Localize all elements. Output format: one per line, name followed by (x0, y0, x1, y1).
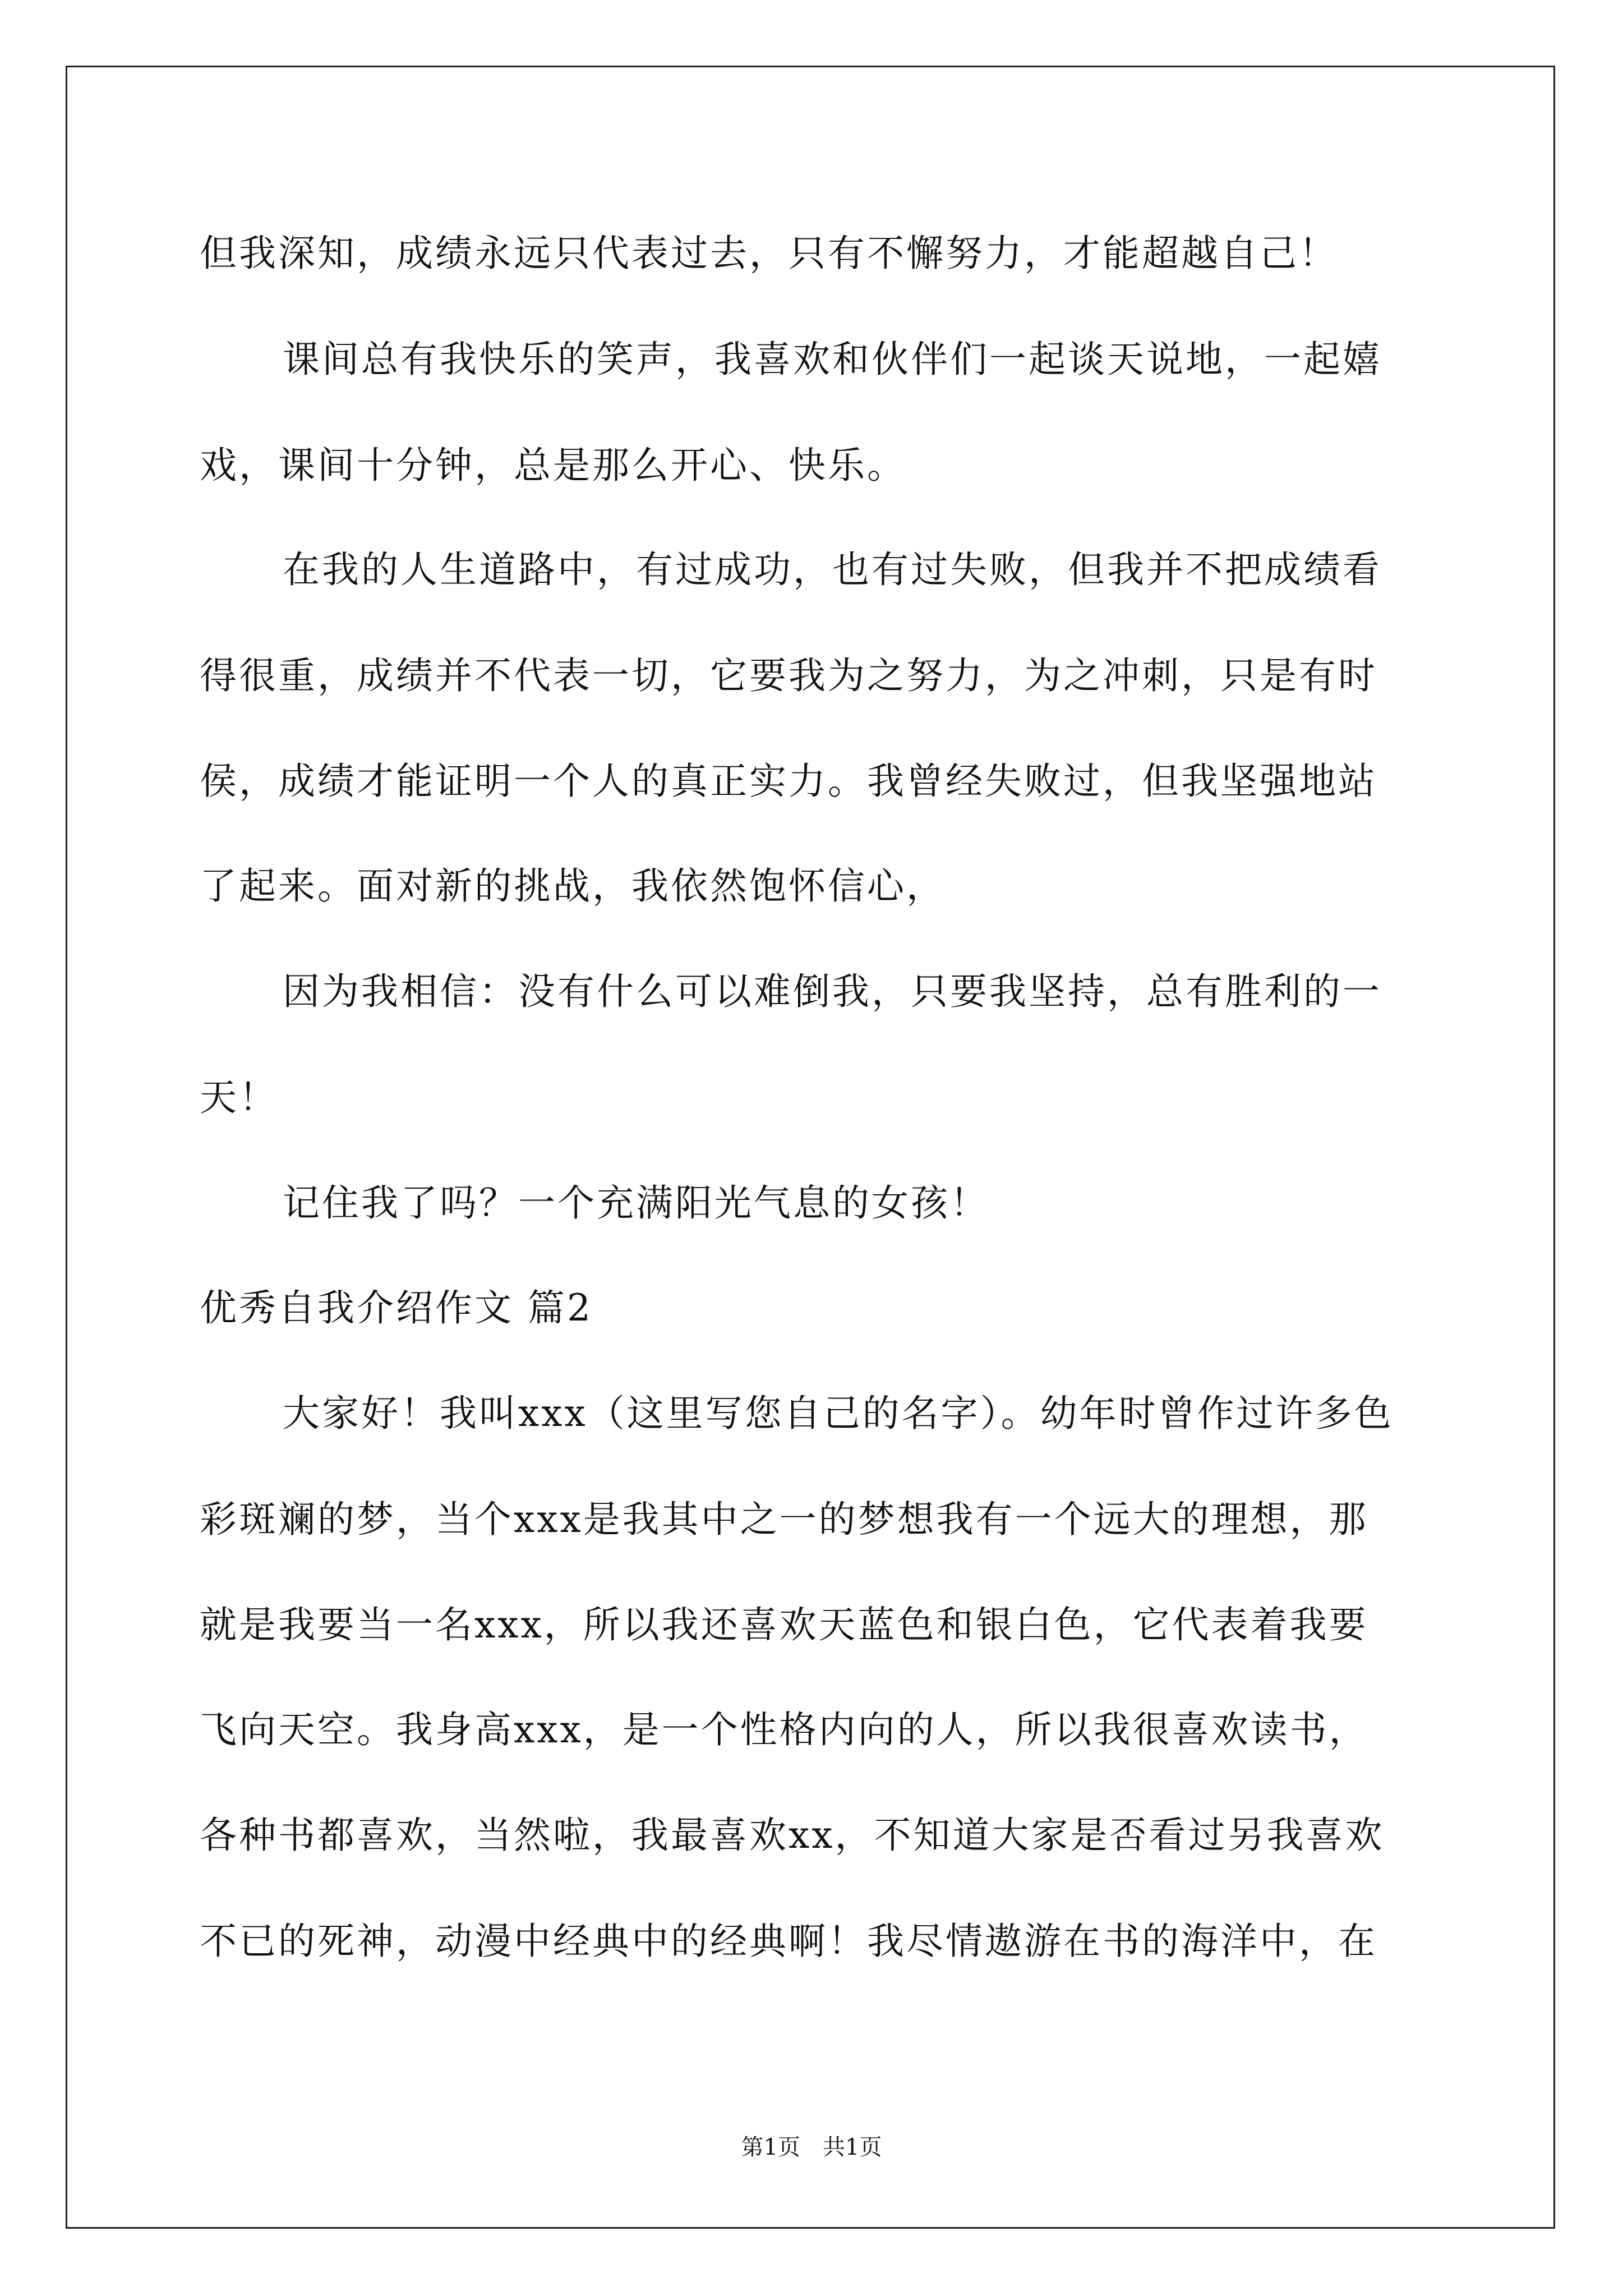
page-footer: 第1页 共1页 (741, 2134, 882, 2160)
text-line: 在我的人生道路中，有过成功，也有过失败，但我并不把成绩看 (283, 548, 1382, 591)
text-line: 彩斑斓的梦，当个xxx是我其中之一的梦想我有一个远大的理想，那 (200, 1498, 1368, 1541)
text-line: 但我深知，成绩永远只代表过去，只有不懈努力，才能超越自己！ (200, 232, 1338, 275)
text-line: 课间总有我快乐的笑声，我喜欢和伙伴们一起谈天说地，一起嬉 (283, 338, 1382, 381)
text-line: 飞向天空。我身高xxx，是一个性格内向的人，所以我很喜欢读书， (200, 1708, 1368, 1751)
text-line: 因为我相信：没有什么可以难倒我，只要我坚持，总有胜利的一 (283, 970, 1382, 1013)
text-line: 得很重，成绩并不代表一切，它要我为之努力，为之冲刺，只是有时 (200, 654, 1377, 697)
page-border (66, 66, 1555, 2229)
text-line: 各种书都喜欢，当然啦，我最喜欢xx，不知道大家是否看过另我喜欢 (200, 1814, 1385, 1857)
text-line: 不已的死神，动漫中经典中的经典啊！我尽情遨游在书的海洋中，在 (200, 1920, 1377, 1963)
section-heading: 优秀自我介绍作文 篇2 (200, 1286, 593, 1329)
text-line: 天！ (200, 1076, 278, 1119)
text-line: 戏，课间十分钟，总是那么开心、快乐。 (200, 444, 906, 487)
text-line: 记住我了吗？一个充满阳光气息的女孩！ (283, 1181, 989, 1225)
text-line: 大家好！我叫xxx（这里写您自己的名字）。幼年时曾作过许多色 (283, 1392, 1394, 1435)
text-line: 就是我要当一名xxx，所以我还喜欢天蓝色和银白色，它代表着我要 (200, 1603, 1368, 1646)
text-line: 了起来。面对新的挑战，我依然饱怀信心， (200, 864, 946, 908)
text-line: 侯，成绩才能证明一个人的真正实力。我曾经失败过，但我坚强地站 (200, 760, 1377, 803)
